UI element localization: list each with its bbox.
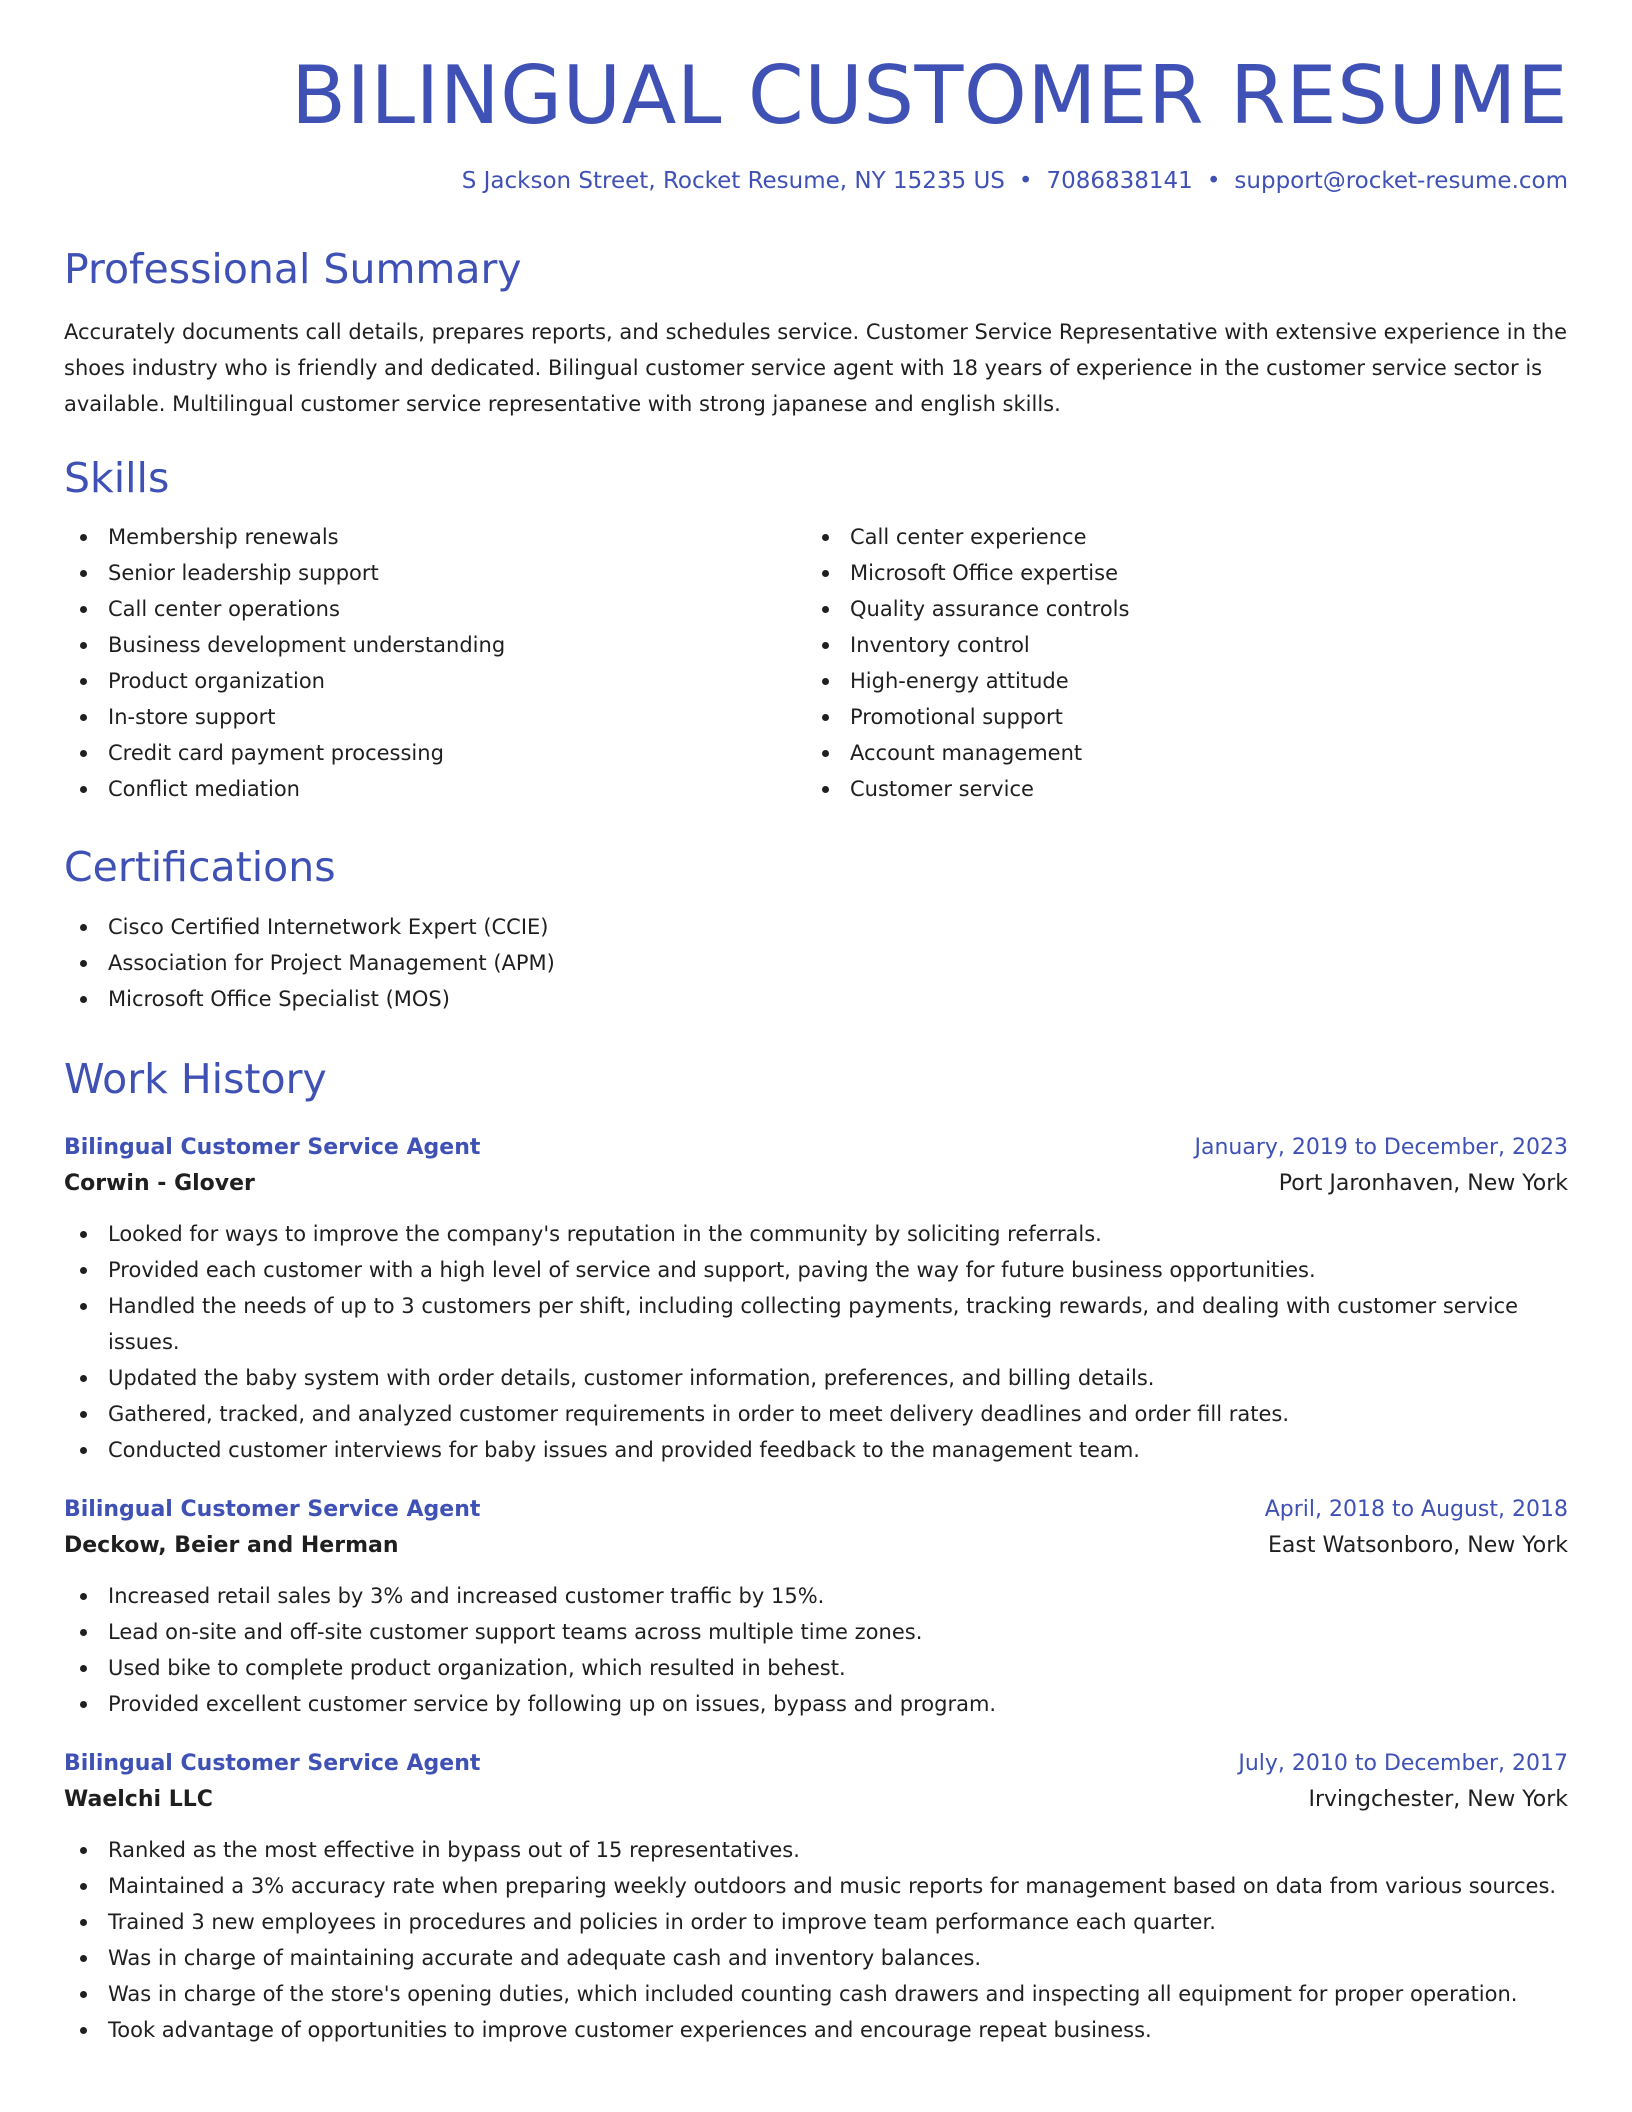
resume-page [64,0,1568,2048]
job-dates: April, 2018 to August, 2018 [1264,1496,1568,1522]
job-bullet: Provided excellent customer service by following up on issues, bypass and program. [64,1686,1568,1722]
skill-item: Account management [806,735,1548,771]
skills-column-right [806,519,1548,807]
job-entry [64,1746,1568,2048]
job-title: Bilingual Customer Service Agent [64,1496,481,1522]
certifications-heading: Certifications [64,843,336,892]
job-company: Waelchi LLC [64,1786,213,1812]
skill-item: In-store support [64,699,806,735]
contact-separator: • [1018,168,1033,194]
contact-email[interactable]: support@rocket-resume.com [1234,168,1568,194]
skill-item: Call center experience [806,519,1548,555]
job-location: East Watsonboro, New York [1268,1532,1568,1558]
job-location: Port Jaronhaven, New York [1278,1170,1568,1196]
job-bullets [64,1578,1568,1722]
skill-item: Quality assurance controls [806,591,1548,627]
skill-item: Senior leadership support [64,555,806,591]
certification-item: Cisco Certified Internetwork Expert (CCIE) [64,909,1568,945]
job-bullet: Increased retail sales by 3% and increased customer traffic by 15%. [64,1578,1568,1614]
job-location: Irvingchester, New York [1308,1786,1568,1812]
skill-item: Promotional support [806,699,1548,735]
job-dates: January, 2019 to December, 2023 [1194,1134,1568,1160]
job-entry [64,1130,1568,1468]
job-title: Bilingual Customer Service Agent [64,1750,481,1776]
job-entry [64,1492,1568,1722]
contact-address: S Jackson Street, Rocket Resume, NY 15235 US [461,168,1005,194]
skills-heading: Skills [64,454,170,503]
job-bullet: Ranked as the most effective in bypass out of 15 representatives. [64,1832,1568,1868]
skill-item: Microsoft Office expertise [806,555,1548,591]
skill-item: Customer service [806,771,1548,807]
job-bullet: Looked for ways to improve the company's reputation in the community by soliciting referrals. [64,1216,1568,1252]
contact-line [64,170,1568,193]
job-bullet: Provided each customer with a high level of service and support, paving the way for future business opportunities. [64,1252,1568,1288]
resume-title: BILINGUAL CUSTOMER RESUME [291,49,1568,142]
resume-header [64,49,1568,194]
certification-item: Association for Project Management (APM) [64,945,1568,981]
work-history-heading: Work History [64,1054,327,1103]
job-bullet: Updated the baby system with order details, customer information, preferences, and billing details. [64,1360,1568,1396]
skill-item: Call center operations [64,591,806,627]
job-bullet: Was in charge of the store's opening duties, which included counting cash drawers and inspecting all equipment for proper operation. [64,1976,1568,2012]
skill-item: Conflict mediation [64,771,806,807]
job-company: Corwin - Glover [64,1170,255,1196]
job-bullet: Trained 3 new employees in procedures and policies in order to improve team performance each quarter. [64,1904,1568,1940]
skill-item: Product organization [64,663,806,699]
skills-list [64,519,1568,807]
job-bullet: Handled the needs of up to 3 customers per shift, including collecting payments, tracking rewards, and dealing with customer service issues. [64,1288,1568,1360]
job-bullet: Gathered, tracked, and analyzed customer requirements in order to meet delivery deadlines and order fill rates. [64,1396,1568,1432]
job-bullet: Conducted customer interviews for baby issues and provided feedback to the management team. [64,1432,1568,1468]
job-bullet: Was in charge of maintaining accurate and adequate cash and inventory balances. [64,1940,1568,1976]
job-bullet: Took advantage of opportunities to improve customer experiences and encourage repeat business. [64,2012,1568,2048]
job-bullets [64,1832,1568,2048]
summary-text: Accurately documents call details, prepares reports, and schedules service. Customer Service Representative with extensive experience in the shoes industry who is friendly and dedicated. Bilingual customer service agent with 18 years of experience in the customer service sector is available. Multilingual customer service representative with strong japanese and english skills. [64,320,1568,417]
contact-separator: • [1206,168,1221,194]
job-title: Bilingual Customer Service Agent [64,1134,481,1160]
certifications-list [64,909,1568,1017]
certification-item: Microsoft Office Specialist (MOS) [64,981,1568,1017]
skill-item: Inventory control [806,627,1548,663]
skill-item: High-energy attitude [806,663,1548,699]
skill-item: Membership renewals [64,519,806,555]
summary-heading: Professional Summary [64,245,522,293]
contact-phone: 7086838141 [1046,168,1193,194]
job-bullets [64,1216,1568,1468]
skill-item: Business development understanding [64,627,806,663]
skill-item: Credit card payment processing [64,735,806,771]
job-company: Deckow, Beier and Herman [64,1532,399,1558]
job-bullet: Maintained a 3% accuracy rate when preparing weekly outdoors and music reports for management based on data from various sources. [64,1868,1568,1904]
job-dates: July, 2010 to December, 2017 [1238,1750,1568,1776]
job-bullet: Used bike to complete product organization, which resulted in behest. [64,1650,1568,1686]
skills-column-left [64,519,806,807]
job-bullet: Lead on-site and off-site customer support teams across multiple time zones. [64,1614,1568,1650]
